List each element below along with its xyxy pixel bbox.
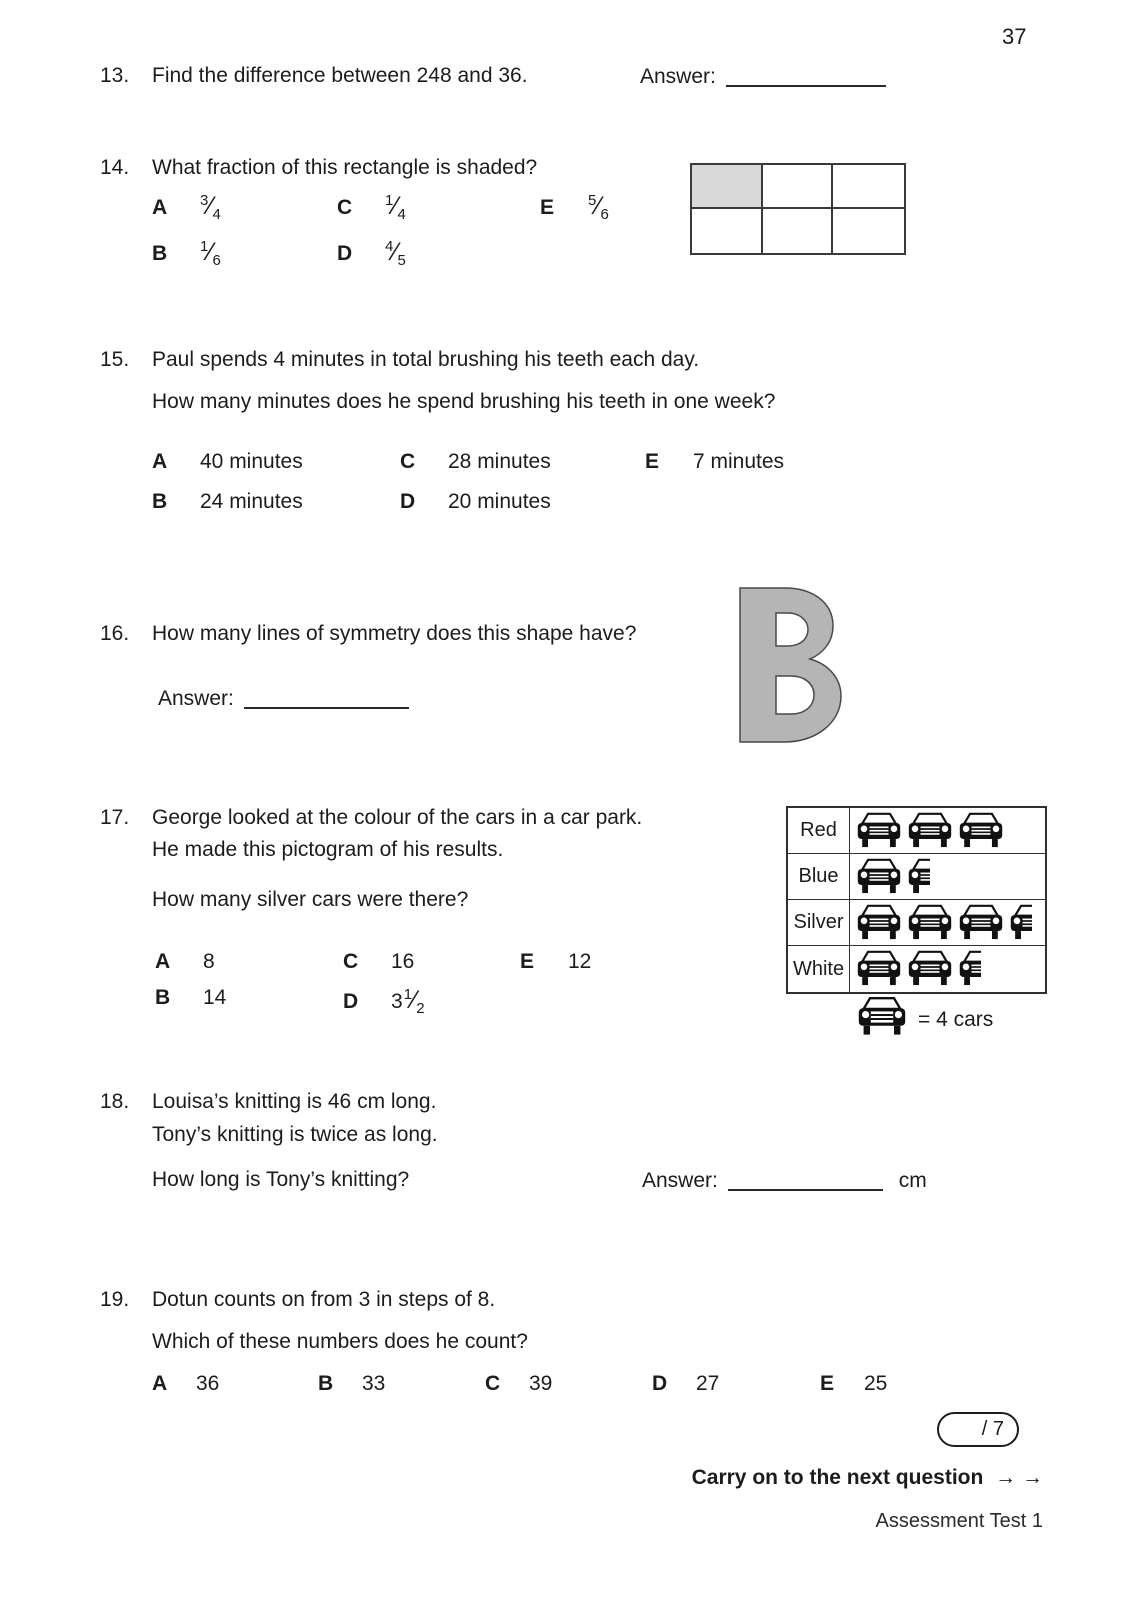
answer-blank xyxy=(726,64,886,87)
option-letter: C xyxy=(343,950,359,973)
q15-option-b xyxy=(152,490,303,514)
option-letter: E xyxy=(520,950,535,973)
option-whole-number: 3 xyxy=(391,990,403,1013)
arrow-icons: → → xyxy=(995,1466,1043,1489)
pictogram-row-label: Silver xyxy=(788,900,850,945)
question-number: 15. xyxy=(100,348,130,371)
q17-line3: How many silver cars were there? xyxy=(152,888,469,911)
fraction xyxy=(588,192,609,223)
question-text: Louisa’s knitting is 46 cm long. xyxy=(152,1090,437,1113)
q19-line2: Which of these numbers does he count? xyxy=(152,1330,528,1353)
q14-option-a xyxy=(152,192,221,223)
q19-option-a xyxy=(152,1372,219,1396)
pictogram-row-red xyxy=(788,808,1045,854)
shaded-rectangle-diagram xyxy=(690,163,906,255)
pictogram-row-cars xyxy=(850,808,1045,853)
fraction-numerator: 1 xyxy=(403,986,413,1003)
fraction-slash: ⁄ xyxy=(596,192,601,220)
q14-option-e xyxy=(540,192,609,223)
pictogram-row-cars xyxy=(850,900,1045,945)
grid-cell xyxy=(763,209,834,253)
pictogram-key-label: = 4 cars xyxy=(918,1007,994,1031)
q17-line2: He made this pictogram of his results. xyxy=(152,838,504,861)
grid-cell xyxy=(833,209,904,253)
option-value: 16 xyxy=(391,950,415,973)
option-value: 24 minutes xyxy=(200,490,303,513)
option-letter: E xyxy=(820,1372,835,1395)
answer-blank xyxy=(728,1168,883,1191)
pictogram-row-label: Blue xyxy=(788,854,850,899)
option-value: 33 xyxy=(362,1372,386,1395)
fraction-slash: ⁄ xyxy=(208,238,213,266)
fraction-slash: ⁄ xyxy=(393,238,398,266)
fraction-numerator: 1 xyxy=(385,192,394,209)
q17-option-c xyxy=(343,950,414,974)
question-text: How many lines of symmetry does this shape have? xyxy=(152,622,637,645)
fraction-numerator: 1 xyxy=(200,238,209,255)
option-letter: D xyxy=(400,490,416,513)
grid-cell-shaded xyxy=(692,165,763,209)
q17-option-e xyxy=(520,950,591,974)
fraction xyxy=(200,238,221,269)
answer-label: Answer: xyxy=(640,65,716,88)
option-letter: D xyxy=(652,1372,668,1395)
option-value: 40 minutes xyxy=(200,450,303,473)
grid-cell xyxy=(763,165,834,209)
fraction-slash: ⁄ xyxy=(208,192,213,220)
question-18 xyxy=(100,1090,436,1114)
fraction-denominator: 4 xyxy=(212,206,221,223)
question-number: 13. xyxy=(100,64,130,87)
fraction-numerator: 3 xyxy=(200,192,209,209)
option-value: 27 xyxy=(696,1372,720,1395)
option-letter: E xyxy=(645,450,660,473)
question-number: 18. xyxy=(100,1090,130,1113)
pictogram-table xyxy=(786,806,1047,994)
score-box: / 7 xyxy=(937,1412,1019,1447)
fraction-denominator: 6 xyxy=(212,252,221,269)
question-text: What fraction of this rectangle is shaded? xyxy=(152,156,538,179)
option-letter: D xyxy=(337,242,353,265)
option-value: 36 xyxy=(196,1372,220,1395)
answer-label: Answer: xyxy=(158,687,234,710)
q15-option-a xyxy=(152,450,303,474)
option-letter: E xyxy=(540,196,555,219)
q14-option-c xyxy=(337,192,406,223)
question-number: 17. xyxy=(100,806,130,829)
question-15 xyxy=(100,348,699,372)
grid-cell xyxy=(692,209,763,253)
q13-answer xyxy=(640,64,886,89)
q18-line2: Tony’s knitting is twice as long. xyxy=(152,1123,438,1146)
answer-label: Answer: xyxy=(642,1169,718,1192)
q18-answer xyxy=(642,1168,927,1193)
carry-on-instruction xyxy=(692,1466,1043,1490)
option-value: 14 xyxy=(203,986,227,1009)
question-text: Find the difference between 248 and 36. xyxy=(152,64,528,87)
footer-test-name: Assessment Test 1 xyxy=(875,1510,1043,1532)
fraction-slash: ⁄ xyxy=(412,986,417,1014)
option-letter: B xyxy=(152,242,168,265)
fraction-denominator: 4 xyxy=(397,206,406,223)
fraction xyxy=(385,238,406,269)
answer-unit: cm xyxy=(898,1169,927,1192)
question-text: Dotun counts on from 3 in steps of 8. xyxy=(152,1288,496,1311)
q19-option-d xyxy=(652,1372,719,1396)
option-value: 28 minutes xyxy=(448,450,551,473)
pictogram-row-blue xyxy=(788,854,1045,900)
pictogram-row-label: Red xyxy=(788,808,850,853)
q15-option-c xyxy=(400,450,551,474)
page-number: 37 xyxy=(1002,24,1027,49)
option-letter: B xyxy=(155,986,171,1009)
q14-option-b xyxy=(152,238,221,269)
question-17 xyxy=(100,806,642,830)
option-value: 20 minutes xyxy=(448,490,551,513)
option-value: 7 minutes xyxy=(693,450,785,473)
fraction xyxy=(200,192,221,223)
fraction-denominator: 5 xyxy=(397,252,406,269)
option-value: 8 xyxy=(203,950,215,973)
option-letter: B xyxy=(318,1372,334,1395)
car-icon xyxy=(858,996,906,1043)
carry-on-text: Carry on to the next question xyxy=(691,1466,984,1489)
q15-option-e xyxy=(645,450,784,474)
fraction-denominator: 2 xyxy=(416,1000,425,1017)
pictogram-row-cars xyxy=(850,854,1045,899)
fraction xyxy=(385,192,406,223)
pictogram-row-silver xyxy=(788,900,1045,946)
option-letter: C xyxy=(400,450,416,473)
fraction-numerator: 5 xyxy=(588,192,597,209)
question-number: 19. xyxy=(100,1288,130,1311)
option-value: 25 xyxy=(864,1372,888,1395)
q16-answer xyxy=(158,686,409,711)
pictogram-row-cars xyxy=(850,946,1045,992)
fraction-slash: ⁄ xyxy=(393,192,398,220)
answer-blank xyxy=(244,686,409,709)
pictogram-row-white xyxy=(788,946,1045,992)
fraction xyxy=(404,986,425,1017)
question-number: 14. xyxy=(100,156,130,179)
question-number: 16. xyxy=(100,622,130,645)
fraction-denominator: 6 xyxy=(600,206,609,223)
q17-option-a xyxy=(155,950,215,974)
grid-cell xyxy=(833,165,904,209)
q17-option-b xyxy=(155,986,226,1010)
q19-option-b xyxy=(318,1372,385,1396)
pictogram-row-label: White xyxy=(788,946,850,992)
q15-line2: How many minutes does he spend brushing his teeth in one week? xyxy=(152,390,776,413)
question-14 xyxy=(100,156,537,180)
option-letter: C xyxy=(337,196,353,219)
q19-option-c xyxy=(485,1372,552,1396)
option-letter: A xyxy=(152,1372,168,1395)
question-text: Paul spends 4 minutes in total brushing his teeth each day. xyxy=(152,348,700,371)
q17-option-d xyxy=(343,986,425,1017)
option-letter: A xyxy=(152,450,168,473)
question-text: George looked at the colour of the cars in a car park. xyxy=(152,806,643,829)
q18-line3: How long is Tony’s knitting? xyxy=(152,1168,410,1191)
question-13 xyxy=(100,64,528,88)
question-16 xyxy=(100,622,636,646)
fraction-numerator: 4 xyxy=(385,238,394,255)
option-letter: C xyxy=(485,1372,501,1395)
question-19 xyxy=(100,1288,495,1312)
option-letter: D xyxy=(343,990,359,1013)
pictogram-key xyxy=(858,996,993,1043)
option-letter: B xyxy=(152,490,168,513)
option-value: 39 xyxy=(529,1372,553,1395)
option-value: 12 xyxy=(568,950,592,973)
option-letter: A xyxy=(152,196,168,219)
option-letter: A xyxy=(155,950,171,973)
q15-option-d xyxy=(400,490,551,514)
q14-option-d xyxy=(337,238,406,269)
letter-b-shape xyxy=(738,586,844,749)
q19-option-e xyxy=(820,1372,887,1396)
